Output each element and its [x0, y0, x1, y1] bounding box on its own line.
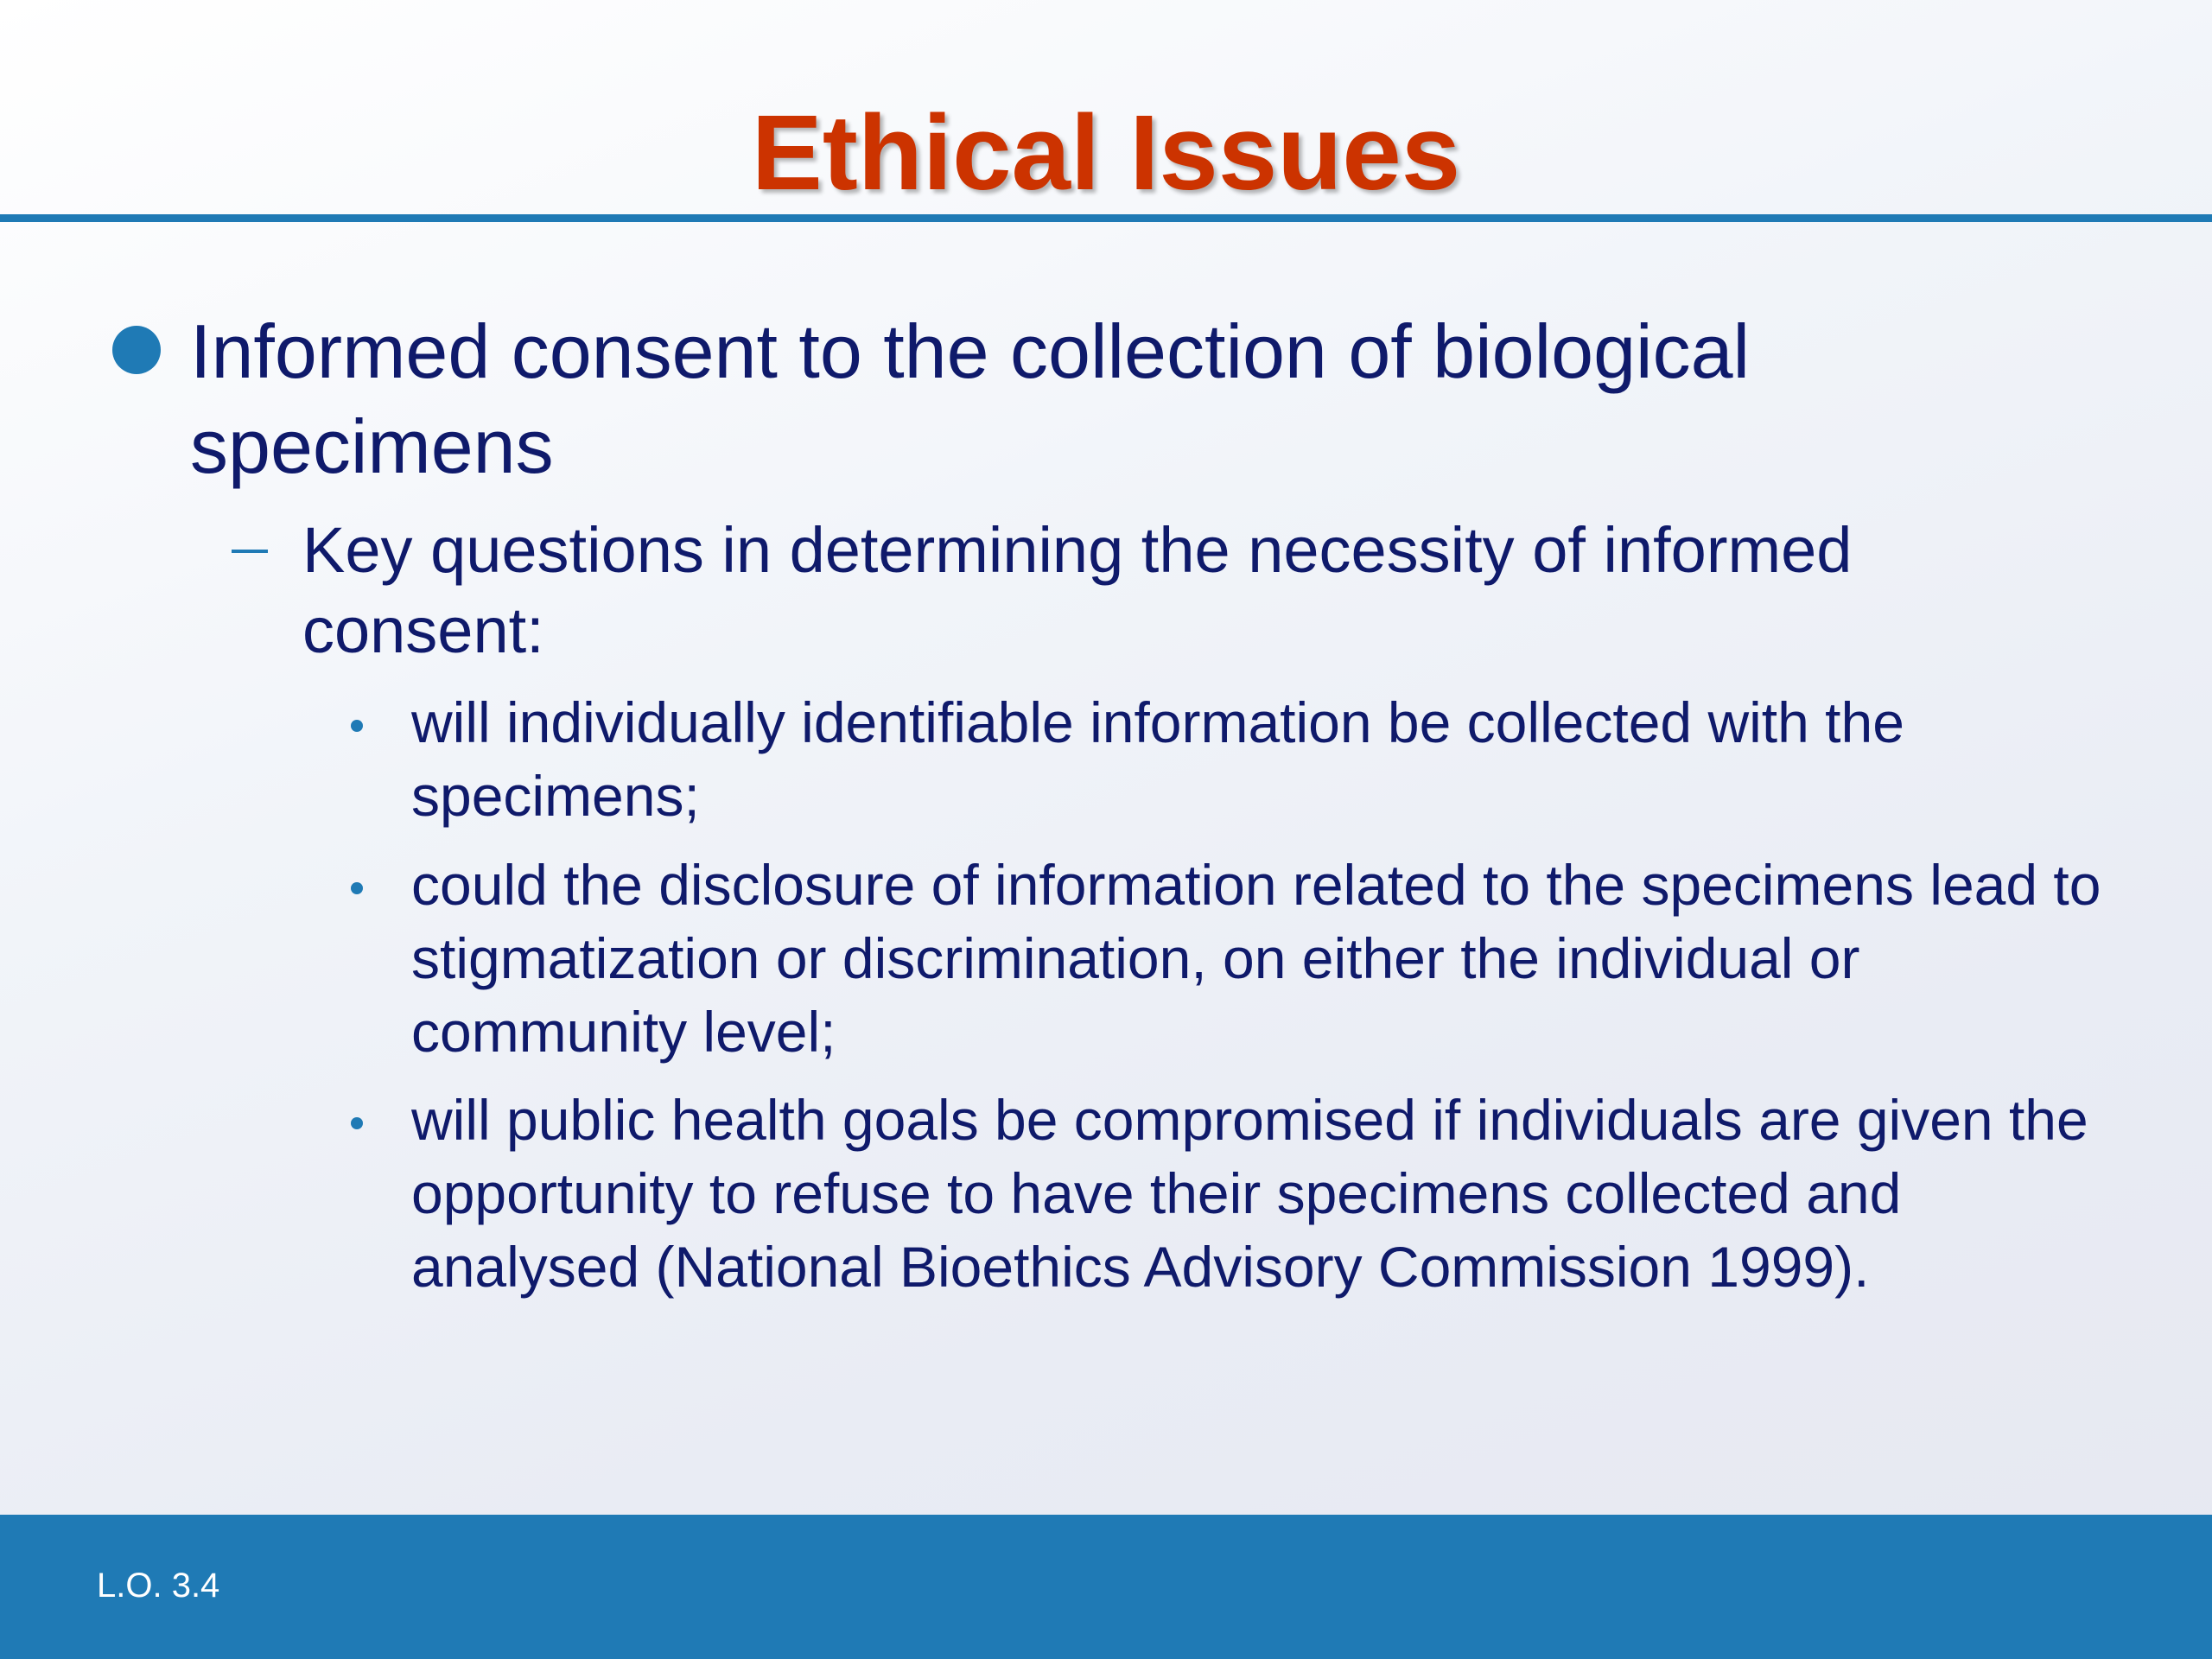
bullet-dot-icon — [112, 326, 161, 374]
bullet-level3-identifiable-info: will individually identifiable information be collected with the specimens; — [411, 690, 1904, 828]
footer-bar — [0, 1515, 2212, 1659]
small-bullet-icon — [351, 882, 363, 894]
title-divider — [0, 214, 2212, 222]
bullet-level3-disclosure: could the disclosure of information related to the specimens lead to stigmatization or discrimination, on either the individual or community level; — [411, 853, 2101, 1064]
bullet-level1-informed-consent: Informed consent to the collection of biological specimens — [190, 308, 1751, 489]
bullet-level3-public-health: will public health goals be compromised if individuals are given the opportunity to refuse to have their specimens collected and analysed (National Bioethics Advisory Commission 1999). — [411, 1088, 2088, 1299]
dash-icon — [232, 550, 268, 553]
learning-objective-label: L.O. 3.4 — [97, 1567, 220, 1605]
bullet-level2-key-questions: Key questions in determining the necessity of informed consent: — [302, 514, 1853, 666]
small-bullet-icon — [351, 720, 363, 732]
slide-title: Ethical Issues — [751, 94, 1461, 213]
small-bullet-icon — [351, 1117, 363, 1129]
